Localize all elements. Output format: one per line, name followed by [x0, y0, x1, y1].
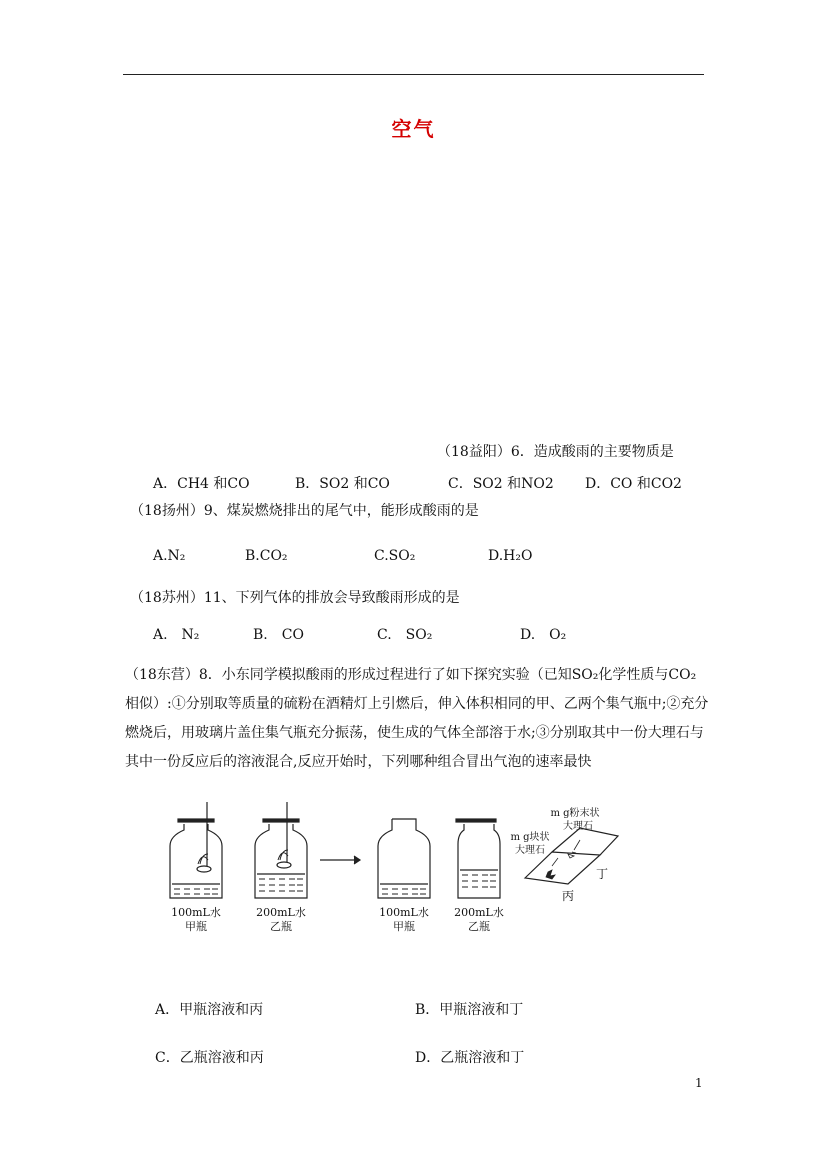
- experiment-figure: [160, 800, 620, 940]
- lump-marble-label-1: m g块状: [510, 832, 550, 843]
- q2-option-b: B.CO₂: [245, 548, 288, 564]
- jar1-water-label: 100mL水: [171, 906, 221, 919]
- lump-marble-label-2: 大理石: [515, 845, 545, 856]
- powder-marble-label-2: 大理石: [563, 821, 593, 832]
- bing-label: 丙: [561, 889, 575, 903]
- q3-option-b: B. CO: [253, 627, 304, 643]
- jar1-name-label: 甲瓶: [185, 920, 207, 933]
- q1-option-c: C．SO2 和NO2: [448, 476, 554, 492]
- jar2-name-label: 乙瓶: [270, 920, 292, 933]
- jar3-name-label: 甲瓶: [393, 920, 415, 933]
- jar4-name-label: 乙瓶: [468, 920, 490, 933]
- jar3-water-label: 100mL水: [379, 906, 429, 919]
- q4-option-d: D．乙瓶溶液和丁: [415, 1050, 525, 1066]
- q1-option-d: D．CO 和CO2: [585, 476, 682, 492]
- jar-jia-burning: [170, 802, 222, 898]
- q1-option-a: A．CH4 和CO: [153, 476, 250, 492]
- page-number: 1: [695, 1076, 703, 1090]
- jar2-water-label: 200mL水: [256, 906, 306, 919]
- jar-yi-sealed: [456, 819, 500, 898]
- q2-option-a: A.N₂: [153, 548, 186, 564]
- q4-stem: （18东营）8．小东同学模拟酸雨的形成过程进行了如下探究实验（已知SO₂化学性质与CO₂相似）:①分别取等质量的硫粉在酒精灯上引燃后，伸入体积相同的甲、乙两个集气瓶中;②充分燃烧后，用玻璃片盖住集气瓶充分振荡，使生成的气体全部溶于水;③分别取其中一份大理石与其中一份反应后的溶液混合,反应开始时，下列哪种组合冒出气泡的速率最快: [125, 667, 709, 770]
- q4-option-c: C．乙瓶溶液和丙: [155, 1050, 264, 1066]
- powder-marble-label-1: m g粉末状: [550, 808, 600, 819]
- q1-stem: （18益阳）6．造成酸雨的主要物质是: [437, 444, 674, 460]
- q4-option-b: B．甲瓶溶液和丁: [415, 1002, 524, 1018]
- q2-option-d: D.H₂O: [488, 548, 533, 564]
- q3-option-c: C. SO₂: [377, 627, 433, 643]
- ding-label: 丁: [595, 867, 609, 881]
- jar4-water-label: 200mL水: [454, 906, 504, 919]
- q3-stem: （18苏州）11、下列气体的排放会导致酸雨形成的是: [130, 590, 460, 606]
- q2-option-c: C.SO₂: [374, 548, 416, 564]
- q1-option-b: B．SO2 和CO: [295, 476, 390, 492]
- q2-stem: （18扬州）9、煤炭燃烧排出的尾气中，能形成酸雨的是: [130, 503, 479, 519]
- q3-option-d: D. O₂: [520, 627, 567, 643]
- header-rule: [123, 74, 704, 75]
- q3-option-a: A. N₂: [153, 627, 200, 643]
- jar-yi-burning: [255, 802, 307, 898]
- page-title: 空气: [391, 117, 436, 141]
- jar-jia-sealed: [378, 819, 430, 898]
- q4-option-a: A．甲瓶溶液和丙: [155, 1002, 264, 1018]
